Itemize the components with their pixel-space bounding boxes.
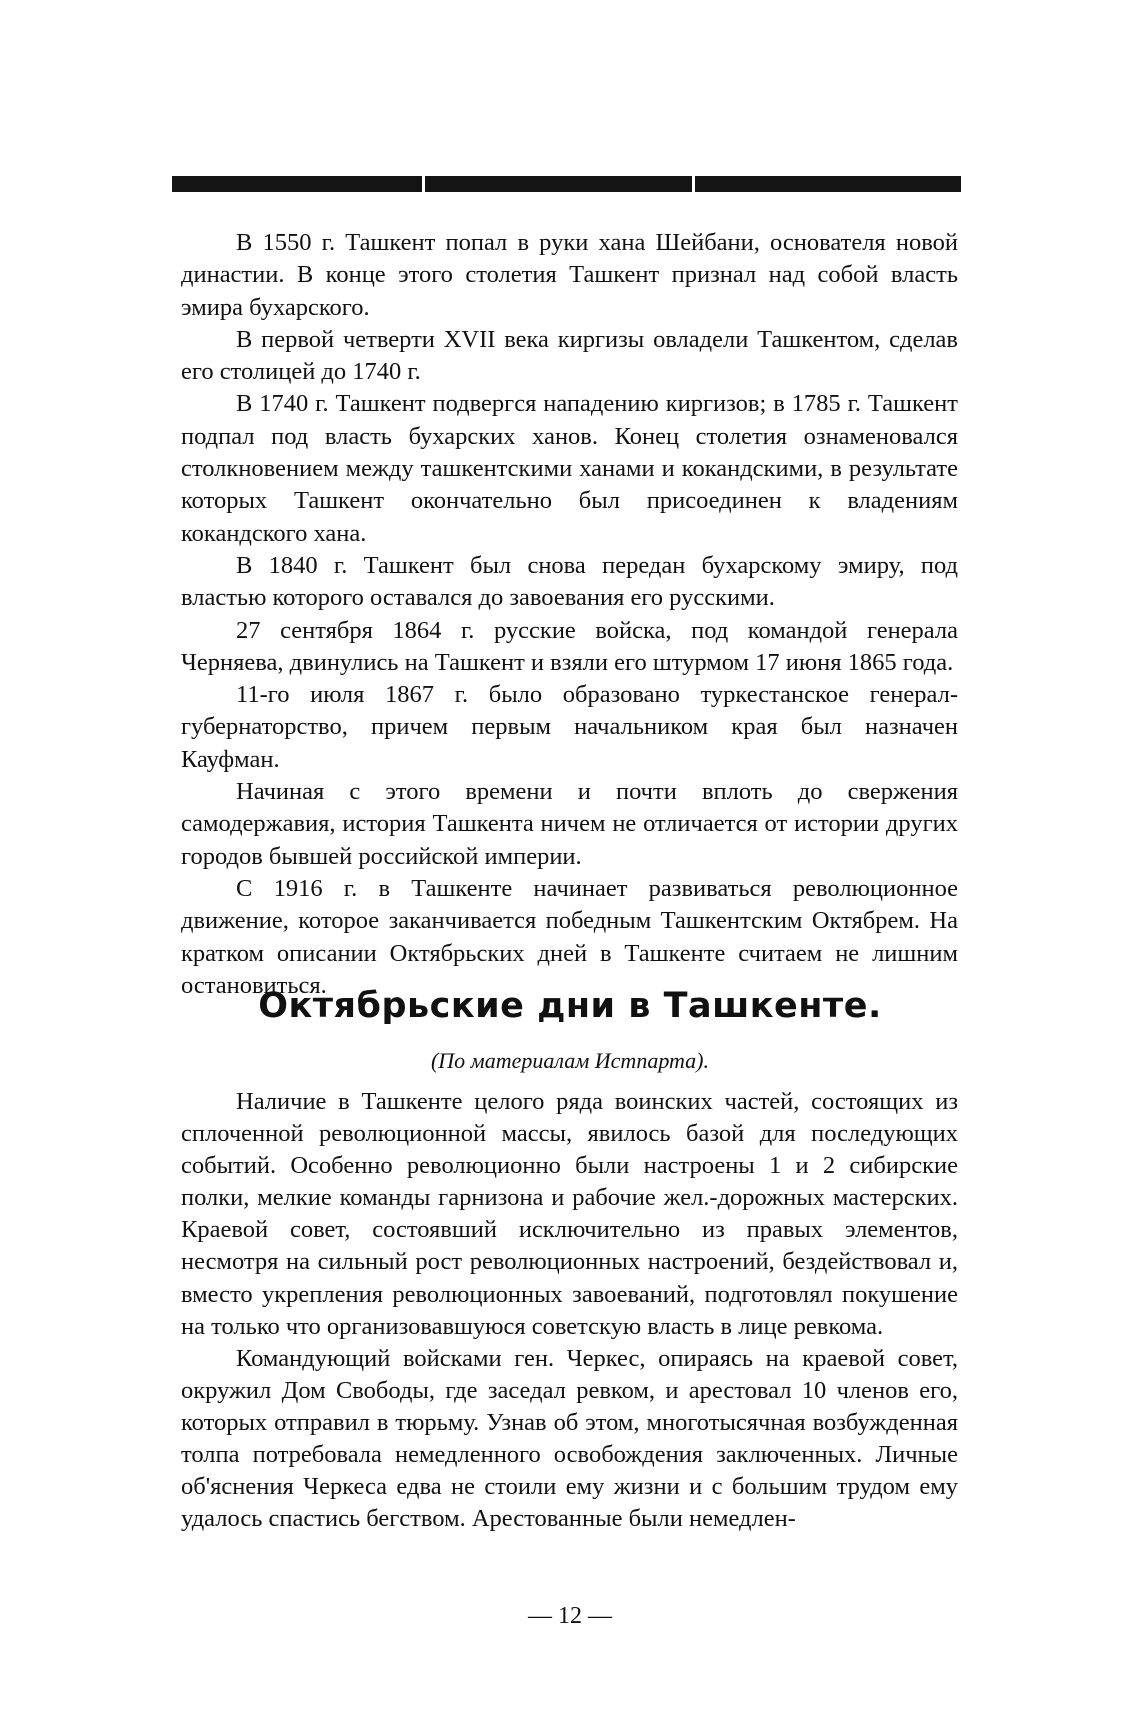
section-heading: Октябрьские дни в Ташкенте. — [258, 986, 882, 1026]
intro-text — [181, 227, 958, 1002]
paragraph: В 1740 г. Ташкент подвергся нападению киргизов; в 1785 г. Ташкент подпал под власть бухарских ханов. Конец столетия ознаменовался столкновением между ташкентскими ханами и кокандскими, в результате которых Ташкент окончательно был присоединен к владениям кокандского хана. — [181, 390, 958, 547]
section-text — [181, 1086, 958, 1535]
section-subheading: (По материалам Истпарта). — [430, 1048, 710, 1073]
paragraph: Наличие в Ташкенте целого ряда воинских частей, состоящих из сплоченной революционной массы, явилось базой для последующих событий. Особенно революционно были настроены 1 и 2 сибирские полки, мелкие команды гарнизона и рабочие жел.-дорожных мастерских. Краевой совет, состоявший исключительно из правых элементов, несмотря на сильный рост революционных настроений, бездействовал и, вместо укрепления революционных завоеваний, подготовлял покушение на только что организовавшуюся советскую власть в лице ревкома. — [181, 1088, 958, 1340]
paragraph: С 1916 г. в Ташкенте начинает развиваться революционное движение, которое заканчивается победным Ташкентским Октябрем. На кратком описании Октябрьских дней в Ташкенте считаем не лишним остановиться. — [181, 874, 958, 999]
page-number: — 12 — — [528, 1603, 612, 1629]
paragraph: 27 сентября 1864 г. русские войска, под командой генерала Черняева, двинулись на Ташкент и взяли его штурмом 17 июня 1865 года. — [181, 616, 958, 676]
paragraph: Командующий войсками ген. Черкес, опираясь на краевой совет, окружил Дом Свободы, где заседал ревком, и арестовал 10 членов его, которых отправил в тюрьму. Узнав об этом, многотысячная возбужденная толпа потребовала немедленного освобождения заключенных. Личные об'яснения Черкеса едва не стоили ему жизни и с большим трудом ему удалось спастись бегством. Арестованные были немедлен- — [181, 1344, 958, 1533]
paragraph: 11-го июля 1867 г. было образовано туркестанское генерал-губернаторство, причем первым начальником края был назначен Кауфман. — [181, 681, 958, 773]
paragraph: В первой четверти XVII века киргизы овладели Ташкентом, сделав его столицей до 1740 г. — [181, 325, 958, 386]
paragraph: В 1550 г. Ташкент попал в руки хана Шейбани, основателя новой династии. В конце этого столетия Ташкент признал над собой власть эмира бухарского. — [181, 229, 958, 321]
decorative-top-rule — [172, 176, 961, 192]
paragraph: В 1840 г. Ташкент был снова передан бухарскому эмиру, под властью которого оставался до завоевания его русскими. — [181, 551, 958, 612]
paragraph: Начиная с этого времени и почти вплоть до свержения самодержавия, история Ташкента ничем не отличается от истории других городов бывшей российской империи. — [181, 778, 958, 870]
